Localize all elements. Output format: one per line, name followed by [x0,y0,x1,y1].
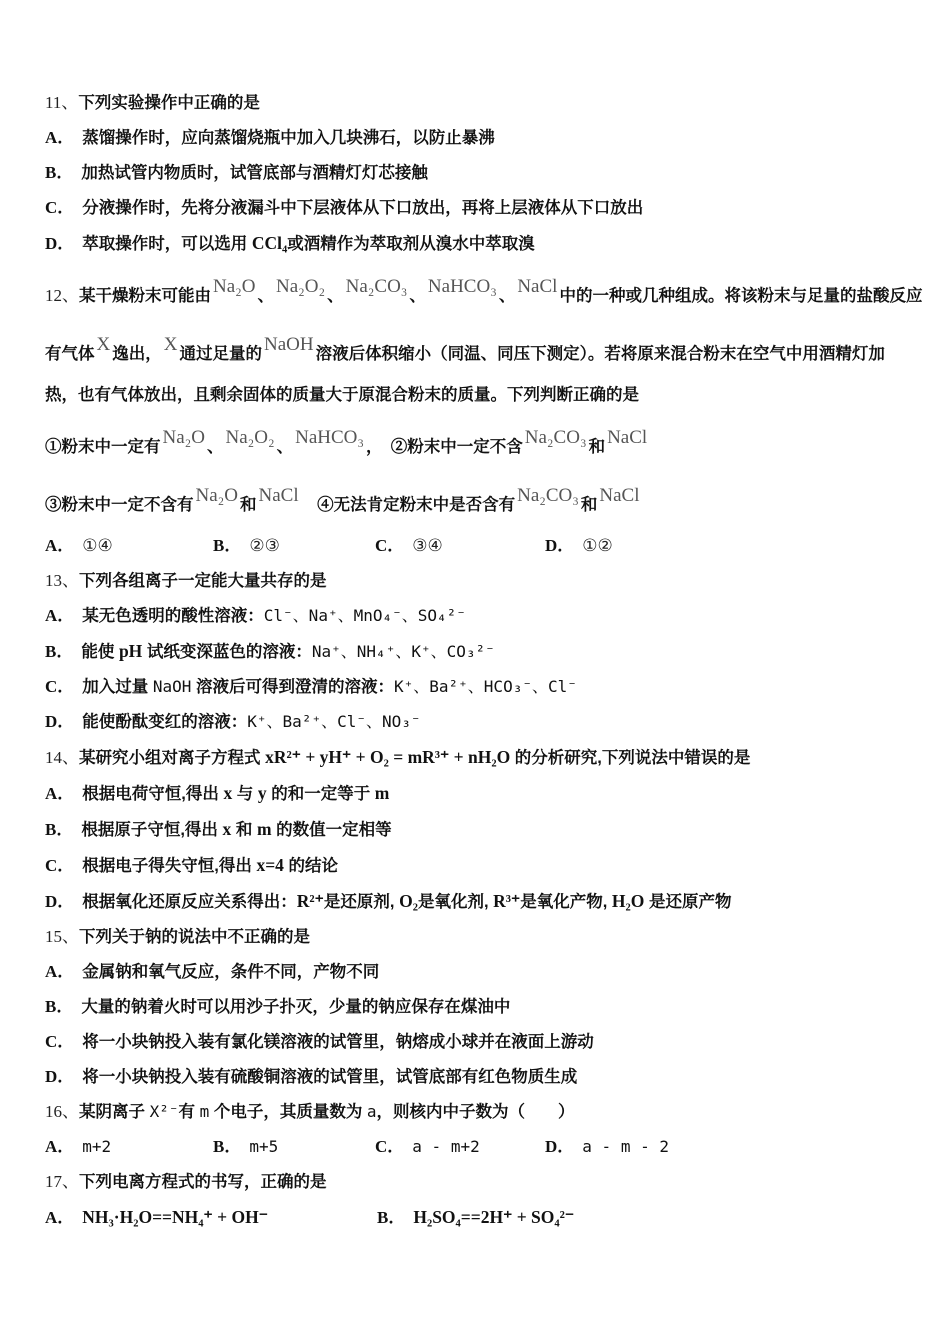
equation-text: pH [118,641,143,661]
chinese-text: 金属钠和氧气反应，条件不同，产物不同 [82,963,380,981]
ion-formula: a - m+2 [412,1137,480,1156]
question-number: 15、 [45,927,79,946]
question-16 [45,1101,905,1158]
ion-formula: NaOH [152,677,192,696]
chinese-text: 能使酚酞变红的溶液： [82,713,248,731]
option-A [45,1206,377,1229]
chinese-text: 下列电离方程式的书写，正确的是 [79,1173,327,1191]
chinese-text: 和 [580,496,598,514]
chemical-formula: X [163,334,178,355]
question-stem-line [45,926,905,948]
ion-formula: m+5 [249,1137,279,1156]
chinese-text: 下列各组离子一定能大量共存的是 [79,572,327,590]
equation-text: m [374,783,390,803]
option-D [45,890,905,913]
chinese-text: 某阴离子 [79,1103,150,1121]
chinese-text: 是还原产物 [644,893,732,911]
ion-formula: m+2 [82,1137,112,1156]
equation-text: m [256,819,272,839]
option-label: A． [45,784,75,803]
option-label: B． [45,997,74,1016]
chemical-formula: NaCl [599,485,640,506]
chinese-text: 、 [257,287,274,305]
chinese-text: 、 [276,438,294,456]
question-stem-line [45,477,905,519]
chinese-text: 个电子，其质量数为 [209,1103,367,1121]
option-label: D． [45,712,75,731]
chinese-text: 大量的钠着火时可以用沙子扑灭，少量的钠应保存在煤油中 [81,998,511,1016]
chinese-text: 某无色透明的酸性溶液： [82,607,264,625]
chinese-text: 加热试管内物质时，试管底部与酒精灯灯芯接触 [81,164,428,182]
question-stem-line [45,268,923,310]
chinese-text: 、 [207,438,224,456]
option-label: A． [45,606,75,625]
option-label: C． [45,198,75,217]
option-label: D． [545,1137,575,1156]
ion-formula: X²⁻ [149,1102,179,1121]
option-label: A． [45,536,75,555]
option-B [45,818,905,841]
question-12 [45,268,923,557]
chinese-text: 根据氧化还原反应关系得出： [82,893,297,911]
chemical-formula: NaHCO₃ [427,276,497,297]
chemical-formula: NaHCO₃ [295,427,365,448]
chemical-formula: NaOH [263,334,314,355]
option-label: B． [45,642,74,661]
chinese-text: ④无法肯定粉末中是否含有 [300,496,516,514]
chinese-text: 能使 [81,643,119,661]
options-row [45,1206,905,1229]
chinese-text: ，则核内中子数为（ ） [376,1103,575,1121]
chinese-text: 加入过量 [82,678,153,696]
chemical-formula: X [96,334,111,355]
equation-text: H₂O [611,891,645,911]
question-13 [45,570,905,733]
chinese-text: 下列实验操作中正确的是 [78,94,260,112]
ion-formula: Cl⁻、Na⁺、MnO₄⁻、SO₄²⁻ [263,606,466,625]
option-label: A． [45,128,75,147]
chinese-text: 中的一种或几种组成。将该粉末与足量的盐酸反应 [559,287,923,305]
option-label: A． [45,1208,75,1227]
chinese-text: 的结论 [283,857,339,875]
chemical-formula: Na₂O [213,276,256,297]
chinese-text: ， ②粉末中一定不含 [366,438,523,456]
chemical-formula: NaCl [607,427,648,448]
option-label: A． [45,1137,75,1156]
option-label: C． [45,856,75,875]
equation-text: O₂ [399,891,418,911]
chinese-text: 将一小块钠投入装有氯化镁溶液的试管里，钠熔成小球并在液面上游动 [82,1033,594,1051]
option-A [45,782,905,805]
option-D [45,711,905,733]
equation-text: x [222,819,232,839]
question-stem-line [45,92,905,114]
option-label: C． [375,1137,405,1156]
option-label: B． [45,820,74,839]
ion-formula: Na⁺、NH₄⁺、K⁺、CO₃²⁻ [311,642,495,661]
chinese-text: 有气体 [45,345,95,363]
question-number: 12、 [45,286,79,305]
option-label: A． [45,962,75,981]
chinese-text: 是还原剂, [323,893,400,911]
question-stem-line [45,384,905,406]
option-label: B． [377,1208,406,1227]
equation-text: NH₃·H₂O==NH₄⁺ + OH⁻ [82,1207,268,1227]
chinese-text: 分液操作时，先将分液漏斗中下层液体从下口放出，再将上层液体从下口放出 [82,199,644,217]
question-stem-line [45,326,905,368]
equation-text: R²⁺ [296,891,324,911]
chinese-text: 是氧化剂, [417,893,494,911]
chinese-text: ③粉末中一定不含有 [45,496,194,514]
chinese-text: 、 [409,287,426,305]
option-label: C． [45,1032,75,1051]
question-number: ③④ [412,536,443,555]
question-number: 13、 [45,571,79,590]
chinese-text: 、 [498,287,516,305]
ion-formula: m [199,1102,210,1121]
question-number: ①② [582,536,613,555]
chinese-text: 和 [240,496,257,514]
chinese-text: 某干燥粉末可能由 [79,287,211,305]
question-number: 17、 [45,1172,79,1191]
question-stem-line [45,746,905,769]
question-stem-line [45,1171,905,1193]
option-D [545,535,905,557]
chemical-formula: Na₂O [195,485,238,506]
chinese-text: 或酒精作为萃取剂从溴水中萃取溴 [287,235,535,253]
question-15 [45,926,905,1088]
option-B [45,996,905,1018]
option-C [45,854,905,877]
option-label: C． [45,677,75,696]
question-stem-line [45,570,905,592]
chinese-text: 溶液后体积缩小（同温、同压下测定）。若将原来混合粉末在空气中用酒精灯加 [315,345,885,363]
equation-text: x [223,783,233,803]
option-A [45,961,905,983]
chemical-formula: Na₂CO₃ [345,276,408,297]
option-B [213,535,375,557]
chinese-text: 、 [327,287,344,305]
question-14 [45,746,905,913]
option-A [45,127,905,149]
option-label: B． [213,536,242,555]
option-label: C． [375,536,405,555]
option-label: D． [545,536,575,555]
equation-text: CCl₄ [251,233,288,253]
option-A [45,1136,213,1158]
option-C [375,1136,545,1158]
question-list [45,92,923,1229]
option-B [45,162,905,184]
chinese-text: 逸出， [112,345,162,363]
equation-text: H₂SO₄==2H⁺ + SO₄²⁻ [413,1207,575,1227]
ion-formula: a [366,1102,377,1121]
chinese-text: 热，也有气体放出，且剩余固体的质量大于原混合粉末的质量。下列判断正确的是 [45,386,639,404]
option-A [45,605,905,627]
chinese-text: 溶液后可得到澄清的溶液： [191,678,394,696]
chinese-text: 的和一定等于 [266,785,375,803]
chemical-formula: Na₂O [162,427,205,448]
ion-formula: K⁺、Ba²⁺、Cl⁻、NO₃⁻ [247,712,421,731]
chinese-text: 将一小块钠投入装有硫酸铜溶液的试管里，试管底部有红色物质生成 [82,1068,578,1086]
option-D [45,1066,905,1088]
chinese-text: 与 [232,785,258,803]
option-label: B． [45,163,74,182]
chinese-text: 有 [178,1103,200,1121]
chinese-text: 通过足量的 [179,345,262,363]
question-number: 16、 [45,1102,79,1121]
option-B [377,1206,905,1229]
option-B [213,1136,375,1158]
option-D [45,232,905,255]
chinese-text: 某研究小组对离子方程式 [79,749,266,767]
chinese-text: 蒸馏操作时，应向蒸馏烧瓶中加入几块沸石，以防止暴沸 [82,129,495,147]
chemical-formula: Na₂O₂ [225,427,275,448]
option-label: D． [45,234,75,253]
options-row [45,1136,905,1158]
question-17 [45,1171,905,1229]
chemical-formula: Na₂CO₃ [524,427,587,448]
equation-text: x=4 [256,855,284,875]
option-label: B． [213,1137,242,1156]
option-A [45,535,213,557]
chemical-formula: Na₂CO₃ [517,485,579,506]
question-number: ①④ [82,536,113,555]
chinese-text: 下列关于钠的说法中不正确的是 [79,928,310,946]
chinese-text: 的分析研究,下列说法中错误的是 [510,749,751,767]
ion-formula: a - m - 2 [582,1137,669,1156]
option-C [45,197,905,219]
chinese-text: 萃取操作时，可以选用 [82,235,252,253]
question-number: 14、 [45,748,79,767]
chinese-text: 是氧化产物, [520,893,612,911]
chinese-text: ①粉末中一定有 [45,438,161,456]
chinese-text: 根据电荷守恒,得出 [82,785,224,803]
options-row [45,535,905,557]
chemical-formula: Na₂O₂ [276,276,326,297]
option-label: D． [45,892,75,911]
option-C [45,1031,905,1053]
chemical-formula: NaCl [258,485,299,506]
chinese-text: 的数值一定相等 [271,821,392,839]
option-C [45,676,905,698]
chinese-text: 试纸变深蓝色的溶液： [142,643,312,661]
question-11 [45,92,905,255]
option-D [545,1136,905,1158]
question-stem-line [45,419,905,461]
equation-text: xR²⁺ + yH⁺ + O₂ = mR³⁺ + nH₂O [265,747,511,767]
chinese-text: 和 [588,438,606,456]
equation-text: R³⁺ [493,891,521,911]
ion-formula: K⁺、Ba²⁺、HCO₃⁻、Cl⁻ [394,677,577,696]
chinese-text: 和 [231,821,257,839]
option-C [375,535,545,557]
chemical-formula: NaCl [517,276,558,297]
option-B [45,640,905,663]
question-stem-line [45,1101,905,1123]
option-label: D． [45,1067,75,1086]
chinese-text: 根据原子守恒,得出 [81,821,223,839]
chinese-text: 根据电子得失守恒,得出 [82,857,257,875]
question-number: ②③ [249,536,280,555]
equation-text: y [257,783,267,803]
question-number: 11、 [45,93,79,112]
